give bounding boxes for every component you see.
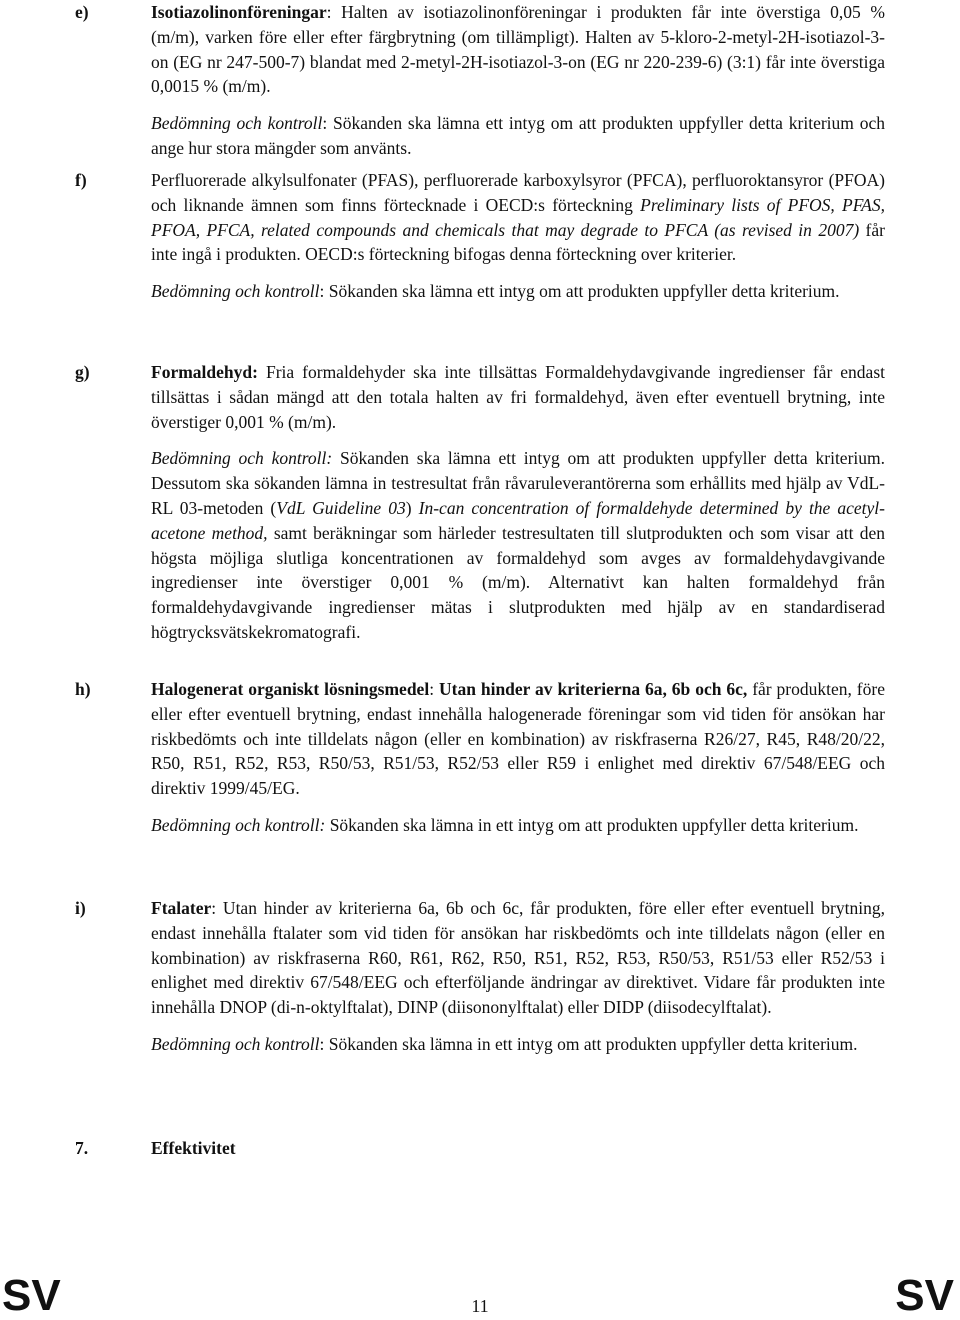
assessment-paragraph: Bedömning och kontroll: Sökanden ska lämna ett intyg om att produkten uppfyller detta kriterium. Dessutom ska sökanden lämna in testresultat från råvaruleverantörerna som erhållits med hjälp av VdL-RL 03-metoden (VdL Guideline 03) In-can concentration of formaldehyde determined by the acetyl-acetone method, samt beräkningar som härleder testresultaten till slutprodukten och som visar att den högsta möjliga slutliga koncentrationen av formaldehyd som avges av formaldehydavgivande ingredienser inte överstiger 0,001 % (m/m). Alternativt kan halten formaldehyd från formaldehydavgivande ingredienser mätas i slutprodukten med hjälp av en standardiserad högtrycksvätskekromatografi.: [151, 448, 885, 642]
footer-language-right: SV: [895, 1271, 954, 1320]
criterion-body: [151, 896, 885, 1057]
assessment-label: Bedömning och kontroll: [151, 1033, 320, 1054]
criterion-letter: i): [75, 898, 86, 918]
criterion-text: Halogenerat organiskt lösningsmedel: Utan hinder av kriterierna 6a, 6b och 6c, får produkten, före eller efter eventuell brytning, endast innehålla halogenerade föreningar som vid tiden för ansökan har riskbedömts och inte tilldelats någon (eller en kombination) av riskfraserna R26/27, R45, R48/20/22, R50, R51, R52, R53, R50/53, R51/53, R52/53 eller R59 i enlighet med direktiv 67/548/EEG och direktiv 1999/45/EG.: [151, 679, 885, 799]
footer-language-left: SV: [2, 1271, 61, 1320]
criterion-title: Ftalater: [151, 898, 212, 918]
oecd-list-title: Preliminary lists of PFOS, PFAS, PFOA, PFCA, related compounds and chemicals that may degrade to PFCA (as revised in 2007): [151, 194, 885, 240]
assessment-paragraph: Bedömning och kontroll: Sökanden ska lämna ett intyg om att produkten uppfyller detta kriterium och ange hur stora mängder som använts.: [151, 113, 885, 158]
criterion-text: Ftalater: Utan hinder av kriterierna 6a, 6b och 6c, får produkten, före eller efter eventuell brytning, endast innehålla ftalater som vid tiden för ansökan har riskbedömts och inte tilldelats någon (eller en kombination) av riskfraserna R60, R61, R62, R50, R51, R52, R53, R50/53, R51/53 eller R52/53 i enlighet med direktiv 67/548/EEG och efterföljande ändringar av direktivet. Vidare får produkten inte innehålla DNOP (di-n-oktylftalat), DINP (diisononylftalat) eller DIDP (diisodecylftalat).: [151, 898, 885, 1018]
assessment-label: Bedömning och kontroll: [151, 281, 320, 302]
assessment-paragraph: Bedömning och kontroll: Sökanden ska lämna in ett intyg om att produkten uppfyller detta kriterium.: [151, 1033, 858, 1054]
criterion-body: [151, 168, 885, 304]
criterion-text: Formaldehyd: Fria formaldehyder ska inte tillsättas Formaldehydavgivande ingredienser får endast tillsättas i sådan mängd att den totala halten av fri formaldehyd, även efter eventuell brytning, inte överstiger 0,001 % (m/m).: [151, 362, 885, 432]
assessment-label: Bedömning och kontroll: [151, 113, 323, 134]
section-heading: [75, 1138, 236, 1159]
criterion-letter: e): [75, 2, 89, 22]
criterion-letter: f): [75, 170, 87, 190]
page-number: 11: [471, 1296, 489, 1316]
criterion-title: Isotiazolinonföreningar: [151, 2, 327, 22]
assessment-paragraph: Bedömning och kontroll: Sökanden ska lämna in ett intyg om att produkten uppfyller detta kriterium.: [151, 814, 859, 835]
assessment-label: Bedömning och kontroll:: [151, 448, 333, 469]
assessment-paragraph: Bedömning och kontroll: Sökanden ska lämna ett intyg om att produkten uppfyller detta kriterium.: [151, 281, 840, 302]
criterion-title: Formaldehyd:: [151, 362, 258, 382]
criterion-body: [151, 360, 885, 645]
criterion-letter: g): [75, 362, 90, 382]
assessment-label: Bedömning och kontroll:: [151, 814, 326, 835]
criterion-title: Halogenerat organiskt lösningsmedel: [151, 679, 430, 699]
criterion-body: [151, 0, 885, 161]
section-title: Effektivitet: [151, 1138, 236, 1158]
criterion-letter: h): [75, 679, 91, 699]
criterion-text: Perfluorerade alkylsulfonater (PFAS), perfluorerade karboxylsyror (PFCA), perfluoroktansyror (PFOA) och liknande ämnen som finns förtecknade i OECD:s förteckning Preliminary lists of PFOS, PFAS, PFOA, PFCA, related compounds and chemicals that may degrade to PFCA (as revised in 2007) får inte ingå i produkten. OECD:s förteckning bifogas denna förteckning over kriterier.: [151, 170, 885, 265]
section-number: 7.: [75, 1138, 89, 1158]
criterion-body: [151, 677, 885, 838]
criterion-text: Isotiazolinonföreningar: Halten av isotiazolinonföreningar i produkten får inte överstiga 0,05 % (m/m), varken före eller efter färgbrytning (om tillämpligt). Halten av 5-kloro-2-metyl-2H-isotiazol-3-on (EG nr 247-500-7) blandat med 2-metyl-2H-isotiazol-3-on (EG nr 220-239-6) (3:1) får inte överstiga 0,0015 % (m/m).: [151, 2, 885, 97]
